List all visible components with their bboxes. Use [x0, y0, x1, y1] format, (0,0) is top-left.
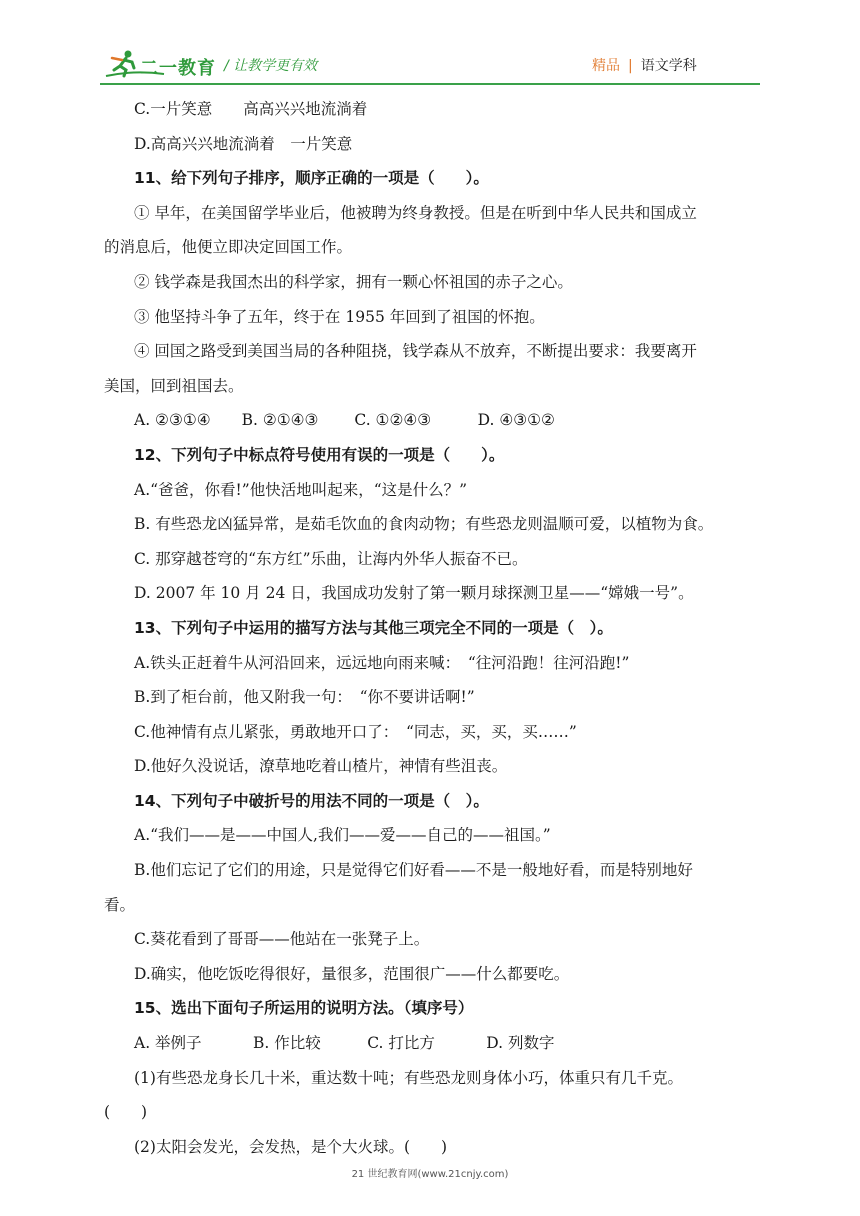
text-line: C.葵花看到了哥哥——他站在一张凳子上。 [134, 930, 430, 949]
text-line: D.确实，他吃饭吃得很好，量很多，范围很广——什么都要吃。 [134, 964, 570, 983]
question-heading: 11、给下列句子排序，顺序正确的一项是（ ）。 [134, 169, 489, 188]
text-line: B. 有些恐龙凶猛异常，是茹毛饮血的食肉动物；有些恐龙则温顺可爱，以植物为食。 [134, 515, 714, 534]
text-line: B.他们忘记了它们的用途，只是觉得它们好看——不是一般地好看，而是特别地好 [134, 861, 693, 880]
text-line: D. 2007 年 10 月 24 日，我国成功发射了第一颗月球探测卫星——“嫦娥一号”。 [134, 584, 694, 603]
document-body [104, 92, 764, 1164]
subject-label: 语文学科 [640, 58, 697, 74]
text-line: C. 那穿越苍穹的“东方红”乐曲，让海内外华人振奋不已。 [134, 549, 528, 568]
text-line: B.到了柜台前，他又附我一句： “你不要讲话啊!” [134, 688, 475, 707]
text-line: ② 钱学森是我国杰出的科学家，拥有一颗心怀祖国的赤子之心。 [134, 272, 573, 291]
premium-label: 精品 [592, 58, 620, 74]
text-line: 美国，回到祖国去。 [104, 376, 244, 395]
text-line: (1)有些恐龙身长几十米，重达数十吨；有些恐龙则身体小巧，体重只有几千克。 [134, 1068, 683, 1087]
header-right [592, 55, 697, 75]
question-heading: 15、选出下面句子所运用的说明方法。（填序号） [134, 999, 474, 1018]
text-line: ③ 他坚持斗争了五年，终于在 1955 年回到了祖国的怀抱。 [134, 307, 545, 326]
text-line: A. 举例子 B. 作比较 C. 打比方 D. 列数字 [134, 1034, 555, 1053]
text-line: ④ 回国之路受到美国当局的各种阻挠，钱学森从不放弃，不断提出要求：我要离开 [134, 342, 697, 361]
text-line: 看。 [104, 895, 136, 914]
text-line: D.高高兴兴地流淌着 一片笑意 [134, 134, 353, 153]
text-line: A.“爸爸，你看!”他快活地叫起来，“这是什么？” [134, 480, 468, 499]
slogan: / 让教学更有效 [224, 58, 318, 74]
text-line: D.他好久没说话，潦草地吃着山楂片，神情有些沮丧。 [134, 757, 508, 776]
text-line: C.他神情有点儿紧张，勇敢地开口了： “同志，买，买，买……” [134, 722, 577, 741]
question-heading: 13、下列句子中运用的描写方法与其他三项完全不同的一项是（ ）。 [134, 618, 613, 637]
page-header [0, 0, 860, 92]
text-line: 的消息后，他便立即决定回国工作。 [104, 238, 353, 257]
text-line: A. ②③①④ B. ②①④③ C. ①②④③ D. ④③①② [134, 411, 555, 430]
header-separator: | [628, 58, 633, 74]
text-line: C.一片笑意 高高兴兴地流淌着 [134, 100, 368, 118]
text-line: ( ) [104, 1103, 148, 1122]
question-heading: 14、下列句子中破折号的用法不同的一项是（ ）。 [134, 791, 489, 810]
header-rule [100, 83, 760, 85]
text-line: (2)太阳会发光，会发热，是个大火球。( ) [134, 1137, 448, 1156]
question-heading: 12、下列句子中标点符号使用有误的一项是（ ）。 [134, 445, 505, 464]
text-line: ① 早年，在美国留学毕业后，他被聘为终身教授。但是在听到中华人民共和国成立 [134, 203, 697, 222]
page-footer: 21 世纪教育网(www.21cnjy.com) [351, 1169, 509, 1180]
logo-text: 二一教育 [140, 58, 216, 79]
text-line: A.“我们——是——中国人,我们——爱——自己的——祖国。” [134, 826, 551, 845]
text-line: A.铁头正赶着牛从河沿回来，远远地向雨来喊： “往河沿跑！往河沿跑!” [134, 653, 630, 672]
